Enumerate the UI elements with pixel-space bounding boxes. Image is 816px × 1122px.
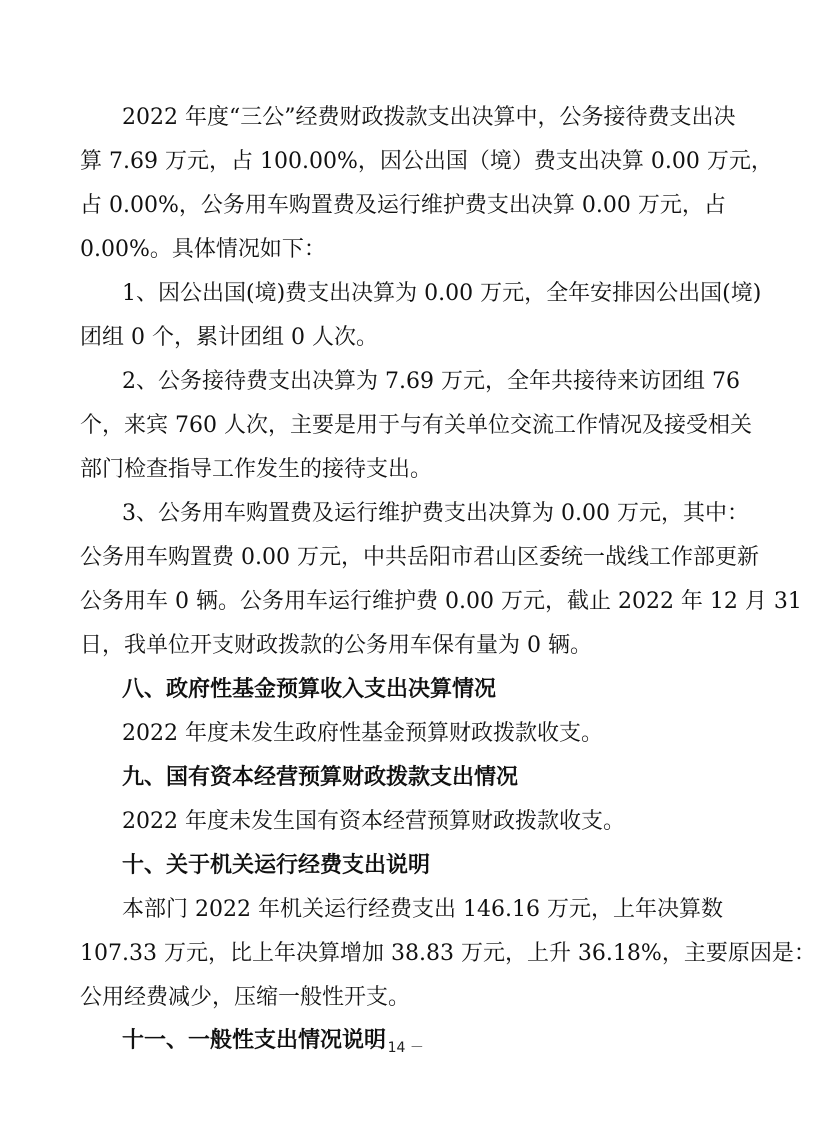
paragraph-line: 2022 年度未发生政府性基金预算财政拨款收支。 (122, 721, 603, 746)
paragraph-line: 日，我单位开支财政拨款的公务用车保有量为 0 辆。 (80, 633, 592, 658)
paragraph-line: 0.00%。具体情况如下： (80, 237, 326, 262)
paragraph-line: 算 7.69 万元，占 100.00%，因公出国（境）费支出决算 0.00 万元， (80, 149, 773, 174)
paragraph-line: 个，来宾 760 人次，主要是用于与有关单位交流工作情况及接受相关 (80, 413, 752, 438)
paragraph-line: 1、因公出国(境)费支出决算为 0.00 万元，全年安排因公出国(境) (122, 281, 762, 306)
section-heading-9: 九、国有资本经营预算财政拨款支出情况 (122, 765, 519, 790)
page-number: － 14 － (369, 1040, 424, 1056)
section-heading-10: 十、关于机关运行经费支出说明 (122, 853, 431, 878)
paragraph-line: 公务用车购置费 0.00 万元，中共岳阳市君山区委统一战线工作部更新 (80, 545, 759, 570)
paragraph-line: 2、公务接待费支出决算为 7.69 万元，全年共接待来访团组 76 (122, 369, 740, 394)
paragraph-line: 占 0.00%，公务用车购置费及运行维护费支出决算 0.00 万元，占 (80, 193, 726, 218)
paragraph-line: 公用经费减少，压缩一般性开支。 (80, 985, 411, 1010)
paragraph-line: 本部门 2022 年机关运行经费支出 146.16 万元，上年决算数 (122, 897, 723, 922)
paragraph-line: 团组 0 个，累计团组 0 人次。 (80, 325, 378, 350)
section-heading-11: 十一、一般性支出情况说明 (122, 1028, 387, 1053)
paragraph-line: 3、公务用车购置费及运行维护费支出决算为 0.00 万元，其中： (122, 501, 749, 526)
paragraph-line: 107.33 万元，比上年决算增加 38.83 万元，上升 36.18%，主要原因是： (80, 941, 816, 966)
paragraph-line: 公务用车 0 辆。公务用车运行维护费 0.00 万元，截止 2022 年 12 月 31 (80, 589, 802, 614)
paragraph-line: 2022 年度未发生国有资本经营预算财政拨款收支。 (122, 809, 625, 834)
section-heading-8: 八、政府性基金预算收入支出决算情况 (122, 677, 497, 702)
paragraph-line: 部门检查指导工作发生的接待支出。 (80, 457, 433, 482)
paragraph-line: 2022 年度“三公”经费财政拨款支出决算中，公务接待费支出决 (122, 105, 736, 130)
